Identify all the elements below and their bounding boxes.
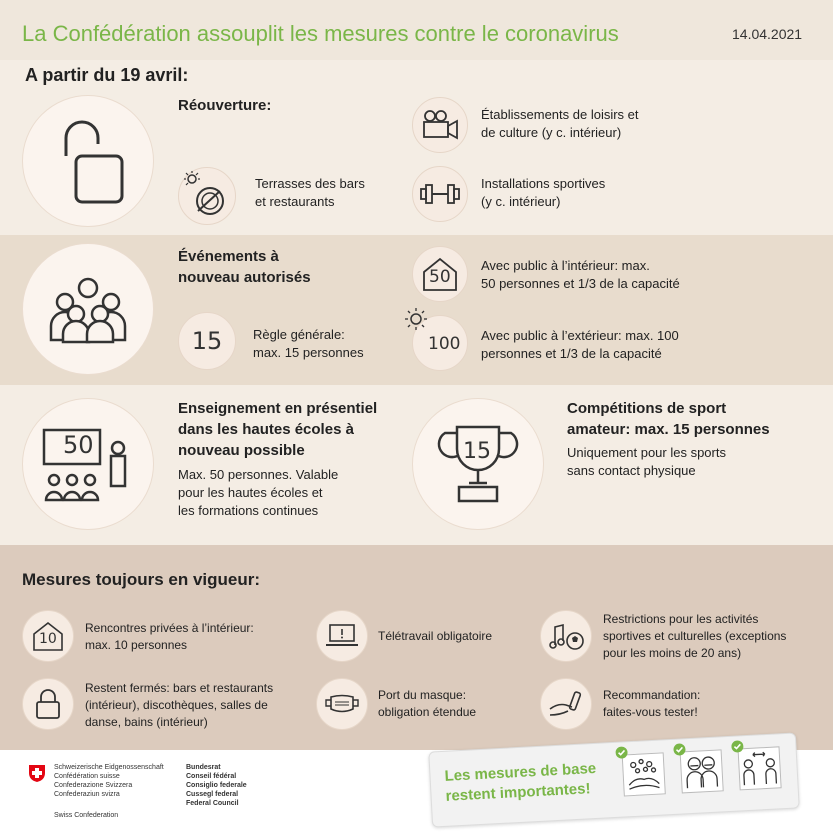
banner-line-2: restent importantes!: [445, 780, 591, 805]
date-label: 14.04.2021: [732, 26, 803, 42]
leisure-line-2: de culture (y c. intérieur): [481, 125, 622, 140]
competitions-desc-line-2: sans contact physique: [567, 463, 696, 478]
masks-icon-box: [680, 749, 724, 793]
closed-line-1: Restent fermés: bars et restaurants: [85, 681, 274, 695]
sports-line-2: (y c. intérieur): [481, 194, 561, 209]
teaching-title-line-1: Enseignement en présentiel: [178, 400, 378, 417]
outdoor-line-1: Avec public à l’extérieur: max. 100: [481, 328, 679, 343]
indoor-line-2: 50 personnes et 1/3 de la capacité: [481, 276, 680, 291]
lock-icon: [34, 688, 62, 720]
general-rule-line-1: Règle générale:: [253, 327, 345, 342]
council-line-1: Bundesrat: [186, 764, 221, 771]
restrictions-line-2: sportives et culturelles (exceptions: [603, 629, 787, 643]
testing-icon-circle: [540, 678, 592, 730]
terraces-line-2: et restaurants: [255, 194, 335, 209]
confed-line-3: Confederazione Svizzera: [54, 782, 133, 789]
general-rule-line-2: max. 15 personnes: [253, 345, 364, 360]
dumbbell-icon: [419, 182, 461, 206]
trophy-icon-circle: [412, 398, 544, 530]
teaching-desc-line-2: pour les hautes écoles et: [178, 485, 323, 500]
restaurant-sun-icon: [182, 171, 232, 221]
competitions-title-line-1: Compétitions de sport: [567, 400, 727, 417]
closed-line-3: danse, bains (intérieur): [85, 715, 208, 729]
council-line-4: Cussegl federal: [186, 791, 239, 798]
check-icon-2: [673, 743, 686, 756]
council-line-5: Federal Council: [186, 800, 239, 807]
competitions-desc-line-1: Uniquement pour les sports: [567, 445, 726, 460]
video-camera-icon: [420, 109, 460, 141]
telework-label: Télétravail obligatoire: [378, 629, 493, 643]
confed-line-1: Schweizerische Eidgenossenschaft: [54, 764, 164, 771]
private-10-number: 10: [39, 631, 57, 647]
trophy-15-number: 15: [463, 439, 491, 464]
events-title-line-1: Événements à: [178, 248, 279, 265]
council-line-3: Consiglio federale: [186, 782, 247, 789]
handwash-icon: [623, 753, 665, 795]
restrictions-line-1: Restrictions pour les activités: [603, 612, 759, 626]
measures-title: Mesures toujours en vigueur:: [22, 570, 261, 589]
private-line-2: max. 10 personnes: [85, 638, 188, 652]
banner-line-1: Les mesures de base: [444, 759, 597, 785]
confed-line-4: Confederaziun svizra: [54, 791, 120, 798]
page-title: La Confédération assouplit les mesures contre le coronavirus: [22, 21, 619, 46]
test-swab-icon: [548, 689, 584, 719]
swiss-confederation-label: Swiss Confederation: [54, 812, 119, 819]
check-icon-1: [615, 746, 628, 759]
council-line-2: Conseil fédéral: [186, 773, 237, 780]
camera-icon-circle: [412, 97, 468, 153]
laptop-icon: [324, 623, 360, 649]
rule-15-circle: [178, 312, 236, 370]
indoor-line-1: Avec public à l’intérieur: max.: [481, 258, 650, 273]
testing-line-2: faites-vous tester!: [603, 705, 698, 719]
indoor-50-circle: [412, 246, 468, 302]
sun-icon: [404, 307, 428, 331]
outdoor-100-number: 100: [428, 334, 461, 354]
teaching-title-line-2: dans les hautes écoles à: [178, 421, 354, 438]
teaching-title-line-3: nouveau possible: [178, 442, 305, 459]
unlock-icon: [48, 116, 128, 206]
terraces-line-1: Terrasses des bars: [255, 176, 365, 191]
group-icon-circle: [22, 243, 154, 375]
private-line-1: Rencontres privées à l’intérieur:: [85, 621, 254, 635]
distance-icon-box: [738, 746, 782, 790]
telework-icon-circle: [316, 610, 368, 662]
reopening-title: Réouverture:: [178, 97, 272, 114]
handwash-icon-box: [622, 752, 666, 796]
mask-line-2: obligation étendue: [378, 705, 477, 719]
terrace-icon-circle: [178, 167, 236, 225]
trophy-icon: [433, 419, 523, 509]
restrictions-line-3: pour les moins de 20 ans): [603, 646, 742, 660]
distance-icon: [739, 747, 781, 789]
unlock-icon-circle: [22, 95, 154, 227]
mask-icon-circle: [316, 678, 368, 730]
from-date-heading: A partir du 19 avril:: [25, 65, 189, 85]
restrictions-icon-circle: [540, 610, 592, 662]
closed-icon-circle: [22, 678, 74, 730]
competitions-title-line-2: amateur: max. 15 personnes: [567, 421, 770, 438]
confed-line-2: Confédération suisse: [54, 773, 120, 780]
events-title-line-2: nouveau autorisés: [178, 269, 311, 286]
crowd-icon: [43, 274, 133, 344]
closed-line-2: (intérieur), discothèques, salles de: [85, 698, 268, 712]
face-mask-icon: [323, 693, 361, 715]
dumbbell-icon-circle: [412, 166, 468, 222]
outdoor-line-2: personnes et 1/3 de la capacité: [481, 346, 662, 361]
indoor-50-number: 50: [429, 267, 451, 287]
teaching-desc-line-3: les formations continues: [178, 503, 319, 518]
swiss-flag-icon: [27, 763, 47, 783]
classroom-icon-circle: [22, 398, 154, 530]
sports-line-1: Installations sportives: [481, 176, 606, 191]
private-icon-circle: [22, 610, 74, 662]
rule-15-number: 15: [191, 327, 223, 355]
mask-line-1: Port du masque:: [378, 688, 467, 702]
check-icon-3: [731, 740, 744, 753]
music-ball-icon: [547, 621, 585, 651]
teaching-desc-line-1: Max. 50 personnes. Valable: [178, 467, 339, 482]
masked-people-icon: [681, 750, 723, 792]
board-50-number: 50: [63, 431, 94, 459]
leisure-line-1: Établissements de loisirs et: [481, 107, 639, 122]
testing-line-1: Recommandation:: [603, 688, 701, 702]
